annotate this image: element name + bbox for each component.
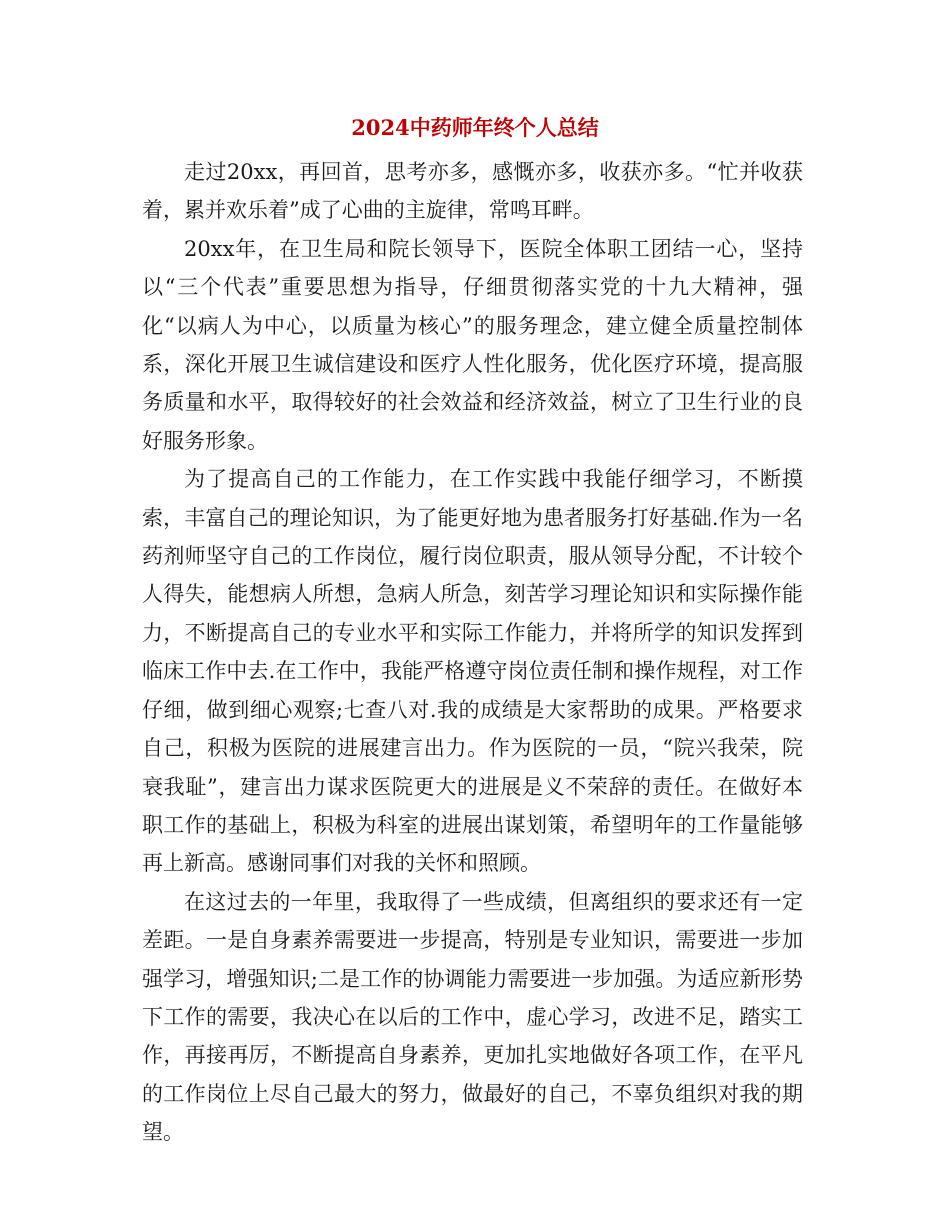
paragraph-shortcomings-and-plans: 在这过去的一年里，我取得了一些成绩，但离组织的要求还有一定差距。一是自身素养需要进一步提高，特别是专业知识，需要进一步加强学习，增强知识;二是工作的协调能力需要进一步加强。为适应新形势下工作的需要，我决心在以后的工作中，虚心学习，改进不足，踏实工作，再接再厉，不断提高自身素养，更加扎实地做好各项工作，在平凡的工作岗位上尽自己最大的努力，做最好的自己，不辜负组织对我的期望。	[142, 889, 803, 1145]
paragraph-personal-work: 为了提高自己的工作能力，在工作实践中我能仔细学习，不断摸索，丰富自己的理论知识，为了能更好地为患者服务打好基础.作为一名药剂师坚守自己的工作岗位，履行岗位职责，服从领导分配，不计较个人得失，能想病人所想，急病人所急，刻苦学习理论知识和实际操作能力，不断提高自己的专业水平和实际工作能力，并将所学的知识发挥到临床工作中去.在工作中，我能严格遵守岗位责任制和操作规程，对工作仔细，做到细心观察;七查八对.我的成绩是大家帮助的成果。严格要求自己，积极为医院的进展建言出力。作为医院的一员，“院兴我荣，院衰我耻”，建言出力谋求医院更大的进展是义不荣辞的责任。在做好本职工作的基础上，积极为科室的进展出谋划策，希望明年的工作量能够再上新高。感谢同事们对我的关怀和照顾。	[142, 467, 803, 876]
paragraph-intro: 走过20xx，再回首，思考亦多，感慨亦多，收获亦多。“忙并收获着，累并欢乐着”成了心曲的主旋律，常鸣耳畔。	[142, 160, 803, 223]
paragraph-hospital-overview: 20xx年，在卫生局和院长领导下，医院全体职工团结一心，坚持以“三个代表”重要思想为指导，仔细贯彻落实党的十九大精神，强化“以病人为中心，以质量为核心”的服务理念，建立健全质量控制体系，深化开展卫生诚信建设和医疗人性化服务，优化医疗环境，提高服务质量和水平，取得较好的社会效益和经济效益，树立了卫生行业的良好服务形象。	[142, 236, 803, 453]
document-body	[142, 153, 803, 1152]
document-title: 2024中药师年终个人总结	[351, 115, 599, 140]
